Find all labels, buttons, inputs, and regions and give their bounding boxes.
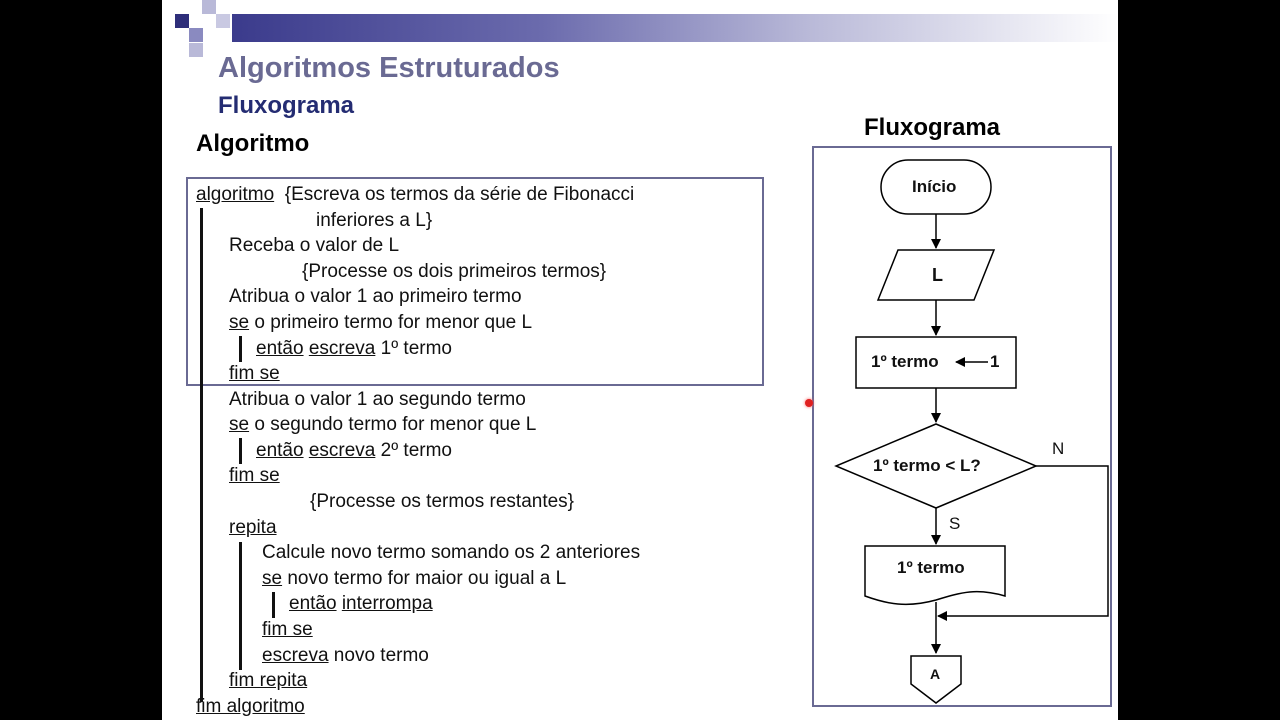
- algo-line-20: fim repita: [229, 670, 308, 691]
- algo-line-10: se o segundo termo for menor que L: [229, 414, 537, 435]
- algo-line-6: se o primeiro termo for menor que L: [229, 312, 533, 333]
- algo-line-7: então escreva 1º termo: [256, 338, 452, 359]
- flow-input-label: L: [932, 265, 943, 285]
- algo-line-5: Atribua o valor 1 ao primeiro termo: [229, 286, 522, 307]
- algo-line-3: Receba o valor de L: [229, 235, 400, 256]
- flow-start-label: Início: [912, 177, 957, 196]
- algo-line-1: algoritmo {Escreva os termos da série de Fibonacci: [196, 184, 635, 205]
- algo-line-14: repita: [229, 517, 277, 538]
- algo-line-18: fim se: [262, 619, 313, 640]
- algo-line-8: fim se: [229, 363, 280, 384]
- algo-line-21: fim algoritmo: [196, 696, 305, 717]
- algo-line-13: {Processe os termos restantes}: [310, 491, 575, 512]
- flowchart-diagram: [162, 0, 1118, 720]
- algo-line-12: fim se: [229, 465, 280, 486]
- flow-decision-label: 1º termo < L?: [873, 456, 981, 475]
- slide: [162, 0, 1118, 720]
- slide-title: Algoritmos Estruturados: [218, 52, 560, 84]
- algo-line-19: escreva novo termo: [262, 645, 429, 666]
- algo-line-4: {Processe os dois primeiros termos}: [302, 261, 607, 282]
- algo-line-11: então escreva 2º termo: [256, 440, 452, 461]
- flow-assign-left-label: 1º termo: [871, 352, 939, 371]
- flow-no-label: N: [1052, 439, 1065, 458]
- flowchart-heading: Fluxograma: [864, 114, 1001, 141]
- pointer-cursor: [805, 399, 813, 407]
- algo-line-15: Calcule novo termo somando os 2 anteriores: [262, 542, 641, 563]
- flow-output-label: 1º termo: [897, 558, 965, 577]
- algo-line-17: então interrompa: [289, 593, 433, 614]
- algo-line-9: Atribua o valor 1 ao segundo termo: [229, 389, 526, 410]
- flow-connector-label: A: [930, 666, 941, 682]
- flow-yes-label: S: [949, 514, 961, 533]
- flow-assign-right-label: 1: [990, 352, 1000, 371]
- algo-line-16: se novo termo for maior ou igual a L: [262, 568, 567, 589]
- algorithm-heading: Algoritmo: [196, 130, 310, 157]
- slide-subtitle: Fluxograma: [218, 92, 355, 119]
- algo-line-2: inferiores a L}: [316, 210, 433, 231]
